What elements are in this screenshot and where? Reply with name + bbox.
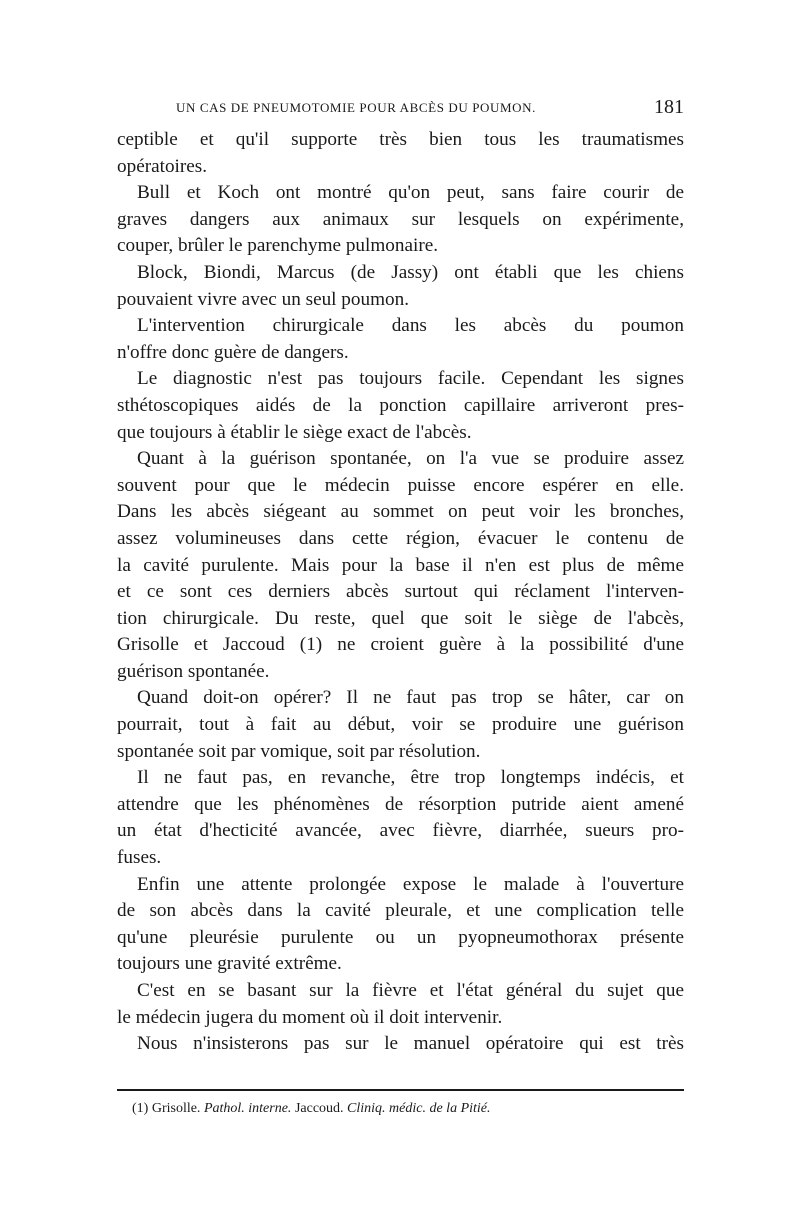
footnote-rule (117, 1089, 684, 1091)
footnote (132, 1101, 491, 1117)
text-line: un état d'hecticité avancée, avec fièvre, diarrhée, sueurs pro- (117, 820, 684, 842)
footnote-author: Jaccoud. (294, 1101, 344, 1116)
text-line: n'offre donc guère de dangers. (117, 341, 349, 363)
text-line: C'est en se basant sur la fièvre et l'état général du sujet que (137, 980, 684, 1001)
text-line: Le diagnostic n'est pas toujours facile. Cependant les signes (137, 368, 684, 390)
body-text (117, 127, 684, 1058)
text-line: guérison spontanée. (117, 660, 270, 682)
text-line: opératoires. (117, 155, 208, 177)
text-line: que toujours à établir le siège exact de l'abcès. (117, 421, 472, 443)
text-line: sthétoscopiques aidés de la ponction capillaire arriveront pres- (117, 394, 684, 416)
text-line: Grisolle et Jaccoud (1) ne croient guère à la possibilité d'une (117, 634, 684, 656)
text-line: Bull et Koch ont montré qu'on peut, sans faire courir de (137, 182, 684, 204)
text-line: graves dangers aux animaux sur lesquels on expérimente, (117, 208, 684, 230)
text-line: couper, brûler le parenchyme pulmonaire. (117, 235, 439, 257)
running-head (176, 96, 684, 120)
text-line: souvent pour que le médecin puisse encore espérer en elle. (117, 474, 684, 496)
page-number: 181 (654, 96, 684, 118)
text-line: toujours une gravité extrême. (117, 953, 342, 975)
text-line: de son abcès dans la cavité pleurale, et une complication telle (117, 900, 684, 922)
text-line: pouvaient vivre avec un seul poumon. (117, 288, 410, 310)
text-line: le médecin jugera du moment où il doit intervenir. (117, 1006, 503, 1028)
text-line: Quant à la guérison spontanée, on l'a vue se produire assez (137, 448, 684, 470)
text-line: spontanée soit par vomique, soit par résolution. (117, 740, 481, 762)
running-title: UN CAS DE PNEUMOTOMIE POUR ABCÈS DU POUMON. (176, 100, 536, 115)
text-line: Quand doit-on opérer? Il ne faut pas trop se hâter, car on (137, 687, 684, 709)
text-line: pourrait, tout à fait au début, voir se produire une guérison (117, 714, 684, 736)
text-line: Il ne faut pas, en revanche, être trop longtemps indécis, et (137, 767, 684, 789)
text-line: ceptible et qu'il supporte très bien tous les traumatismes (117, 129, 684, 150)
text-line: L'intervention chirurgicale dans les abcès du poumon (137, 315, 684, 337)
text-line: Nous n'insisterons pas sur le manuel opératoire qui est très (137, 1033, 684, 1055)
footnote-marker: (1) (132, 1101, 149, 1116)
footnote-author: Grisolle. (151, 1101, 201, 1116)
text-line: fuses. (117, 847, 162, 869)
text-line: attendre que les phénomènes de résorption putride aient amené (117, 793, 684, 815)
text-line: Enfin une attente prolongée expose le malade à l'ouverture (137, 873, 684, 895)
text-line: tion chirurgicale. Du reste, quel que soit le siège de l'abcès, (117, 607, 684, 629)
text-line: assez volumineuses dans cette région, évacuer le contenu de (117, 527, 684, 549)
footnote-work-title: Pathol. interne. (203, 1101, 292, 1116)
footnote-work-title: Cliniq. médic. de la Pitié. (347, 1101, 491, 1116)
text-line: la cavité purulente. Mais pour la base il n'en est plus de même (117, 554, 684, 576)
text-line: Dans les abcès siégeant au sommet on peut voir les bronches, (117, 501, 684, 523)
text-line: qu'une pleurésie purulente ou un pyopneumothorax présente (117, 926, 684, 948)
text-line: et ce sont ces derniers abcès surtout qui réclament l'interven- (117, 581, 684, 603)
text-line: Block, Biondi, Marcus (de Jassy) ont établi que les chiens (137, 261, 684, 283)
